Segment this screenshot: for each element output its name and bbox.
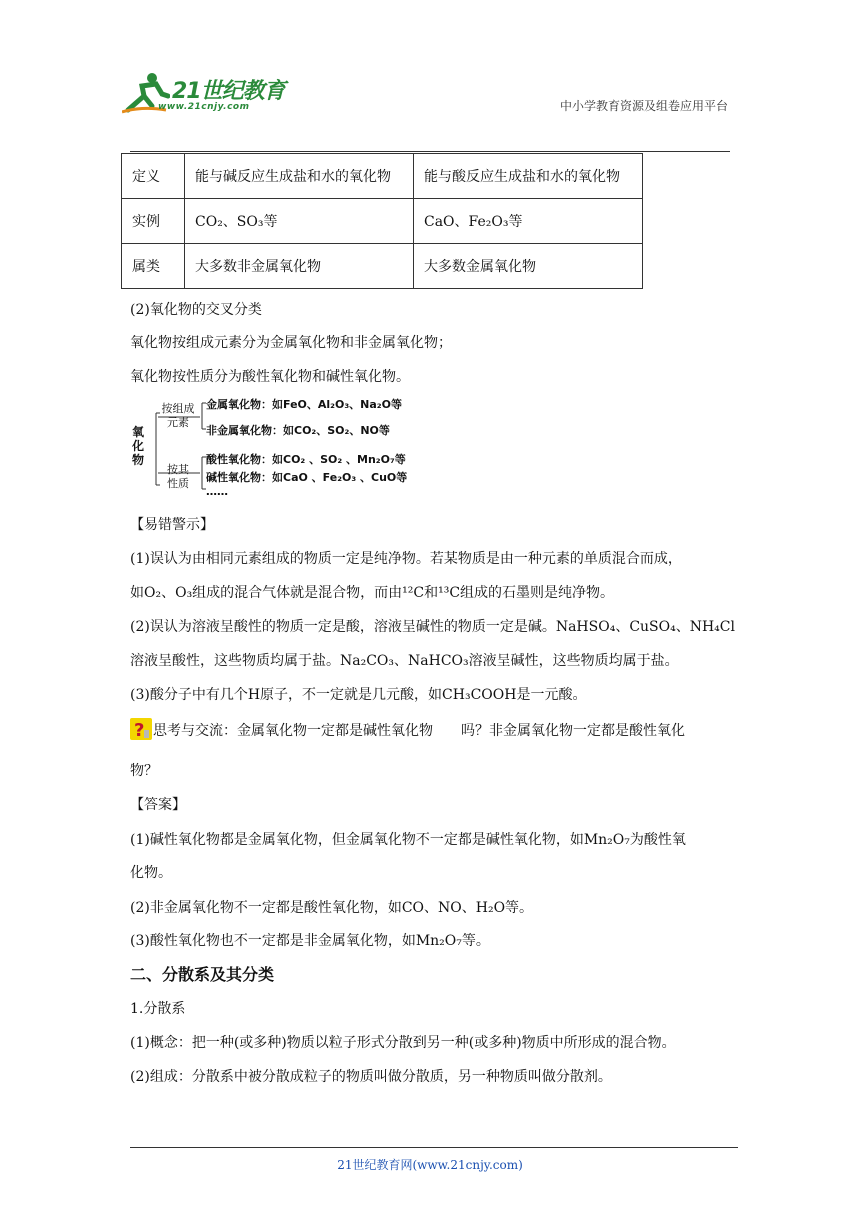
- think-line-b: 物？: [130, 763, 158, 779]
- table-cell: CaO、Fe₂O₃等: [414, 199, 643, 244]
- diagram-item: ……: [206, 485, 228, 498]
- question-icon: [130, 718, 152, 740]
- warning-p1a: (1)误认为由相同元素组成的物质一定是纯净物。若某物质是由一种元素的单质混合而成，: [130, 551, 682, 567]
- answer-p1b: 化物。: [130, 865, 172, 881]
- classification-diagram: [130, 393, 430, 505]
- logo-url: www.21cnjy.com: [158, 102, 250, 112]
- diagram-item: 碱性氧化物：如CaO 、Fe₂O₃ 、CuO等: [206, 471, 408, 484]
- section-heading: 二、分散系及其分类: [130, 965, 275, 984]
- diagram-item: 非金属氧化物：如CO₂、SO₂、NO等: [206, 424, 390, 437]
- cross-line-2: 氧化物按性质分为酸性氧化物和碱性氧化物。: [130, 369, 410, 385]
- section-composition: (2)组成：分散系中被分散成粒子的物质叫做分散质，另一种物质叫做分散剂。: [130, 1069, 612, 1085]
- warning-p2b: 溶液呈酸性，这些物质均属于盐。Na₂CO₃、NaHCO₃溶液呈碱性，这些物质均属于盐。: [130, 653, 679, 669]
- table-row: [122, 199, 643, 244]
- logo-text: 21世纪教育: [172, 79, 285, 104]
- table-row: [122, 244, 643, 289]
- diagram-item: 金属氧化物：如FeO、Al₂O₃、Na₂O等: [206, 398, 402, 411]
- table-cell: CO₂、SO₃等: [185, 199, 414, 244]
- warning-p2a: (2)误认为溶液呈酸性的物质一定是酸，溶液呈碱性的物质一定是碱。NaHSO₄、CuSO₄、NH₄Cl: [130, 619, 735, 635]
- answer-p1a: (1)碱性氧化物都是金属氧化物，但金属氧化物不一定都是碱性氧化物，如Mn₂O₇为酸性氧: [130, 832, 686, 848]
- cross-title: (2)氧化物的交叉分类: [130, 302, 262, 318]
- table-cell: 实例: [122, 199, 185, 244]
- table-cell: 属类: [122, 244, 185, 289]
- warning-p1b: 如O₂、O₃组成的混合气体就是混合物，而由¹²C和¹³C组成的石墨则是纯净物。: [130, 585, 615, 601]
- header-title: 中小学教育资源及组卷应用平台: [559, 99, 728, 113]
- section-sub1: 1.分散系: [130, 1001, 186, 1017]
- table-cell: 定义: [122, 154, 185, 199]
- answer-title: 【答案】: [130, 797, 186, 813]
- svg-text:?: ?: [134, 720, 145, 740]
- table-row: [122, 154, 643, 199]
- footer-link[interactable]: 21世纪教育网(www.21cnjy.com): [337, 1158, 523, 1172]
- diagram-item: 酸性氧化物：如CO₂ 、SO₂ 、Mn₂O₇等: [206, 453, 406, 466]
- table-cell: 能与酸反应生成盐和水的氧化物: [414, 154, 643, 199]
- think-line-a: 思考与交流：金属氧化物一定都是碱性氧化物 吗？非金属氧化物一定都是酸性氧化: [153, 723, 685, 739]
- diagram-group2-label: 按其性质: [167, 463, 189, 490]
- footer-divider: [130, 1147, 738, 1148]
- table-cell: 能与碱反应生成盐和水的氧化物: [185, 154, 414, 199]
- answer-p2: (2)非金属氧化物不一定都是酸性氧化物，如CO、NO、H₂O等。: [130, 900, 534, 916]
- oxide-table: [121, 153, 643, 289]
- table-cell: 大多数非金属氧化物: [185, 244, 414, 289]
- diagram-group1-label: 按组成元素: [161, 402, 195, 429]
- header-divider: [130, 151, 730, 152]
- table-cell: 大多数金属氧化物: [414, 244, 643, 289]
- cross-line-1: 氧化物按组成元素分为金属氧化物和非金属氧化物；: [130, 335, 452, 351]
- site-logo: [122, 70, 292, 120]
- warning-title: 【易错警示】: [130, 517, 214, 533]
- section-concept: (1)概念：把一种(或多种)物质以粒子形式分散到另一种(或多种)物质中所形成的混合物。: [130, 1035, 676, 1051]
- diagram-root: 氧化物: [132, 425, 145, 467]
- answer-p3: (3)酸性氧化物也不一定都是非金属氧化物，如Mn₂O₇等。: [130, 933, 490, 949]
- warning-p3: (3)酸分子中有几个H原子，不一定就是几元酸，如CH₃COOH是一元酸。: [130, 687, 587, 703]
